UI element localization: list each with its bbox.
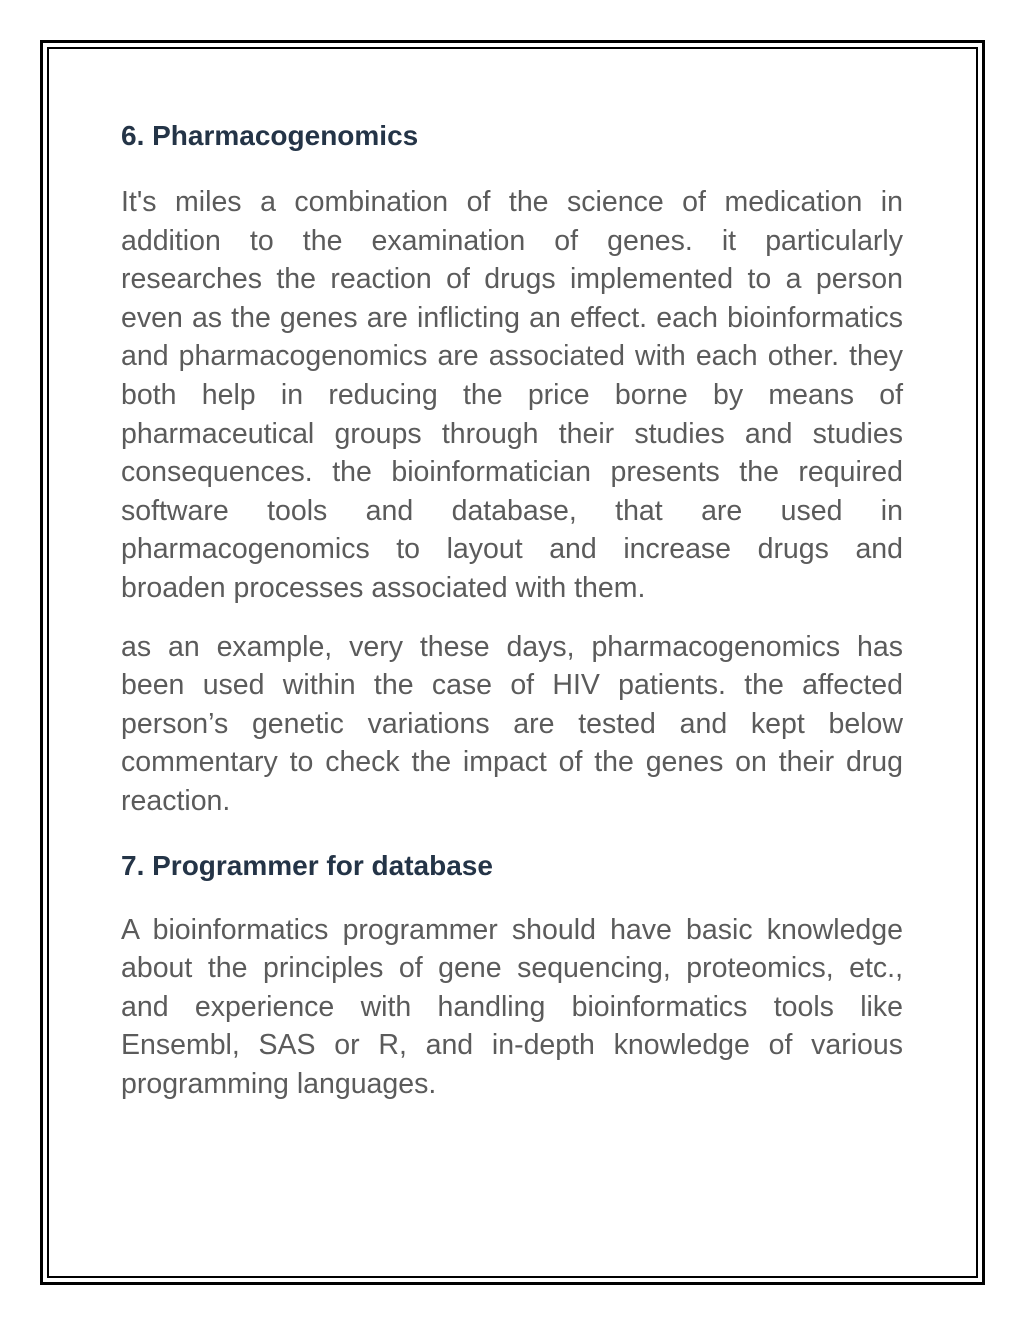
document-content [121,117,903,1103]
paragraph-pharmacogenomics-definition: It's miles a combination of the science of medication in addition to the examination of genes. it particularly researches the reaction of drugs implemented to a person even as the genes are inflicting an effect. each bioinformatics and pharmacogenomics are associated with each other. they both help in reducing the price borne by means of pharmaceutical groups through their studies and studies consequences. the bioinformatician presents the required software tools and database, that are used in pharmacogenomics to layout and increase drugs and broaden processes associated with them. [121,186,903,604]
section-heading-programmer-for-database: 7. Programmer for database [121,849,493,881]
paragraph-pharmacogenomics-example: as an example, very these days, pharmacogenomics has been used within the case of HIV patients. the affected person’s genetic variations are tested and kept below commentary to check the impact of the genes on their drug reaction. [121,630,903,817]
section-heading-pharmacogenomics: 6. Pharmacogenomics [121,120,419,151]
paragraph-programmer-skills: A bioinformatics programmer should have basic knowledge about the principles of gene sequencing, proteomics, etc., and experience with handling bioinformatics tools like Ensembl, SAS or R, and in-depth knowledge of various programming languages. [121,913,903,1100]
